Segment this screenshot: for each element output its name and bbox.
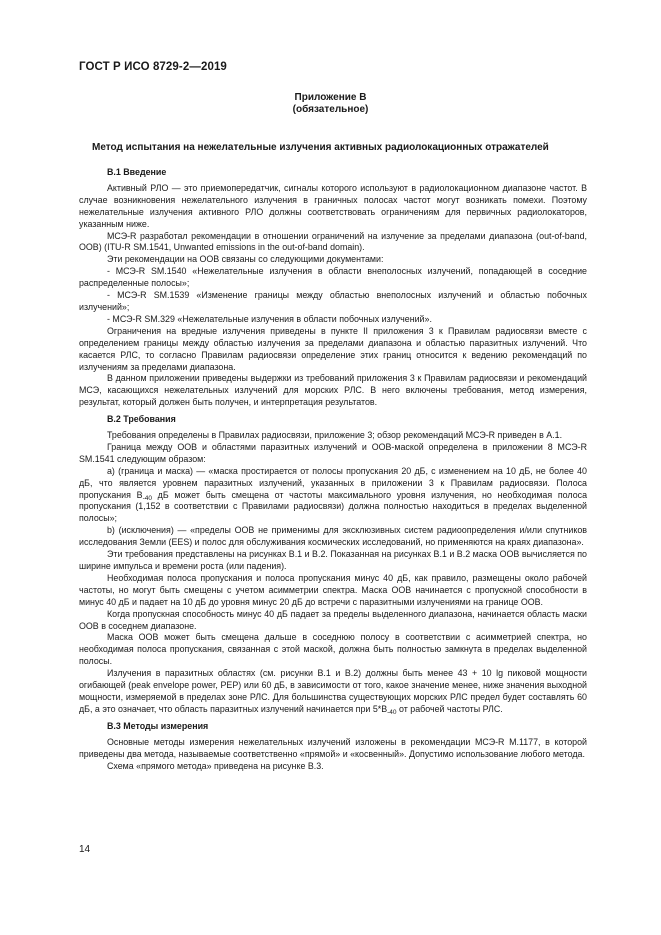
paragraph: В данном приложении приведены выдержки из требований приложения 3 к Правилам радиосвязи и рекомендаций МСЭ, касающихся нежелательных излучений для морских РЛС. В него включены требования, метод измерения, результат, который должен быть получен, и интерпретация результатов.: [79, 373, 587, 408]
paragraph: Эти рекомендации на ООВ связаны со следующими документами:: [107, 254, 384, 265]
list-item: - МСЭ-R SM.329 «Нежелательные излучения в области побочных излучений».: [107, 313, 432, 324]
paragraph: Маска ООВ может быть смещена дальше в соседнюю полосу в соответствии с асимметрией спектра, но необходимая полоса пропускания, связанная с этой маской, должна быть полностью замкнута в пределах выделенной полосы.: [79, 632, 587, 667]
section-heading-requirements: В.2 Требования: [107, 414, 176, 425]
paragraph: Активный РЛО — это приемопередатчик, сигналы которого используют в радиолокационном диапазоне частот. В случае возникновения нежелательного излучения в граничных полосах частот могут возникать помехи. Поэтому нежелательные излучения активного РЛО должны соответствовать ограничениям для первичных радиолокаторов, указанным ниже.: [79, 182, 587, 229]
body-text: [79, 167, 587, 772]
paragraph-text: Излучения в паразитных областях (см. рисунки В.1 и В.2) должны быть менее 43 + 10 lg пиковой мощности огибающей (peak envelope power, PEP) или 60 дБ, в зависимости от того, какое значение менее, ниже значения выходной мощности, измеряемой в пределах зоне РЛС. Для большинства существующих морских РЛС предел будет составлять 60 дБ, а это означает, что область паразитных излучений начинается при 5*В: [79, 668, 587, 714]
paragraph: Схема «прямого метода» приведена на рисунке В.3.: [107, 760, 324, 771]
list-item: - МСЭ-R SM.1540 «Нежелательные излучения в области внеполосных излучений, попадающей в соседние распределенные полосы»;: [79, 266, 587, 289]
page-number: 14: [79, 844, 91, 855]
paragraph: Граница между ООВ и областями паразитных излучений и ООВ-маской определена в приложении 8 МСЭ-R SM.1541 следующим образом:: [79, 441, 587, 464]
paragraph-text-end: от рабочей частоты РЛС.: [396, 703, 503, 714]
paragraph: Когда пропускная способность минус 40 дБ падает за пределы выделенного диапазона, начинается область маски ООВ в соседнем диапазоне.: [79, 608, 587, 631]
subscript: -40: [142, 494, 152, 502]
document-code-header: ГОСТ Р ИСО 8729-2—2019: [79, 61, 227, 73]
paragraph: Необходимая полоса пропускания и полоса пропускания минус 40 дБ, как правило, размещены около рабочей частоты, но могут быть смещены с учетом асимметрии спектра. Маска ООВ начинается с пропускной способности в минус 40 дБ и падает на 10 дБ до уровня минус 20 дБ до встречи с паразитными излучениями на границе ООВ.: [79, 572, 587, 607]
section-heading-introduction: В.1 Введение: [107, 167, 167, 177]
paragraph: Основные методы измерения нежелательных излучений изложены в рекомендации МСЭ-R M.1177, в которой приведены два метода, называемые соответственно «прямой» и «косвенный». Допустимо использование любого метода.: [79, 736, 587, 759]
list-item-b: b) (исключения) — «пределы ООВ не применимы для эксклюзивных систем радиоопределения и/или спутников исследования Земли (EES) и полос для обслуживания космических исследований, но применяются на краях диапазона».: [79, 525, 587, 548]
paragraph: Требования определены в Правилах радиосвязи, приложение 3; обзор рекомендаций МСЭ-R приведен в А.1.: [107, 430, 563, 441]
list-item: - МСЭ-R SM.1539 «Изменение границы между областью внеполосных излучений и областью побочных излучений»;: [79, 290, 587, 312]
subscript: -40: [387, 708, 397, 716]
paragraph: Эти требования представлены на рисунках В.1 и В.2. Показанная на рисунках В.1 и В.2 маска ООВ вычисляется по ширине импульса и времени роста (или падения).: [79, 549, 587, 571]
section-heading-measurement-methods: В.3 Методы измерения: [107, 720, 209, 731]
list-item-a: [79, 466, 587, 526]
list-item-a-text-end: дБ может быть смещена от частоты максимального уровня излучения, но необходимая полоса пропускания (1,152 в соответствии с Правилами радиосвязи) должна полностью находиться в пределах выделенной полосы»;: [79, 489, 587, 524]
paragraph: МСЭ-R разработал рекомендации в отношении ограничений на излучение за пределами диапазона (out-of-band, OOB) (ITU-R SM.1541, Unwanted emissions in the out-of-band domain).: [79, 230, 587, 253]
list-item-a-text: а) (граница и маска) — «маска простирается от полосы пропускания 20 дБ, с изменением на 10 дБ, не более 40 дБ, что является уровнем паразитных излучений, указанных в приложении 3 к Правилам радиосвязи. Полоса пропускания В: [79, 465, 587, 500]
paragraph: [79, 668, 587, 716]
method-title: Метод испытания на нежелательные излучения активных радиолокационных отражателей: [92, 142, 549, 153]
annex-title: Приложение В: [294, 92, 367, 103]
annex-status: (обязательное): [292, 104, 369, 115]
paragraph: Ограничения на вредные излучения приведены в пункте II приложения 3 к Правилам радиосвязи вместе с определением границы между областью излучения за пределами диапазона и областью паразитных излучений. Что касается РЛС, то согласно Правилам радиосвязи определение этих границ относится к ведению рекомендаций по излучениям за пределами диапазона.: [79, 325, 587, 372]
